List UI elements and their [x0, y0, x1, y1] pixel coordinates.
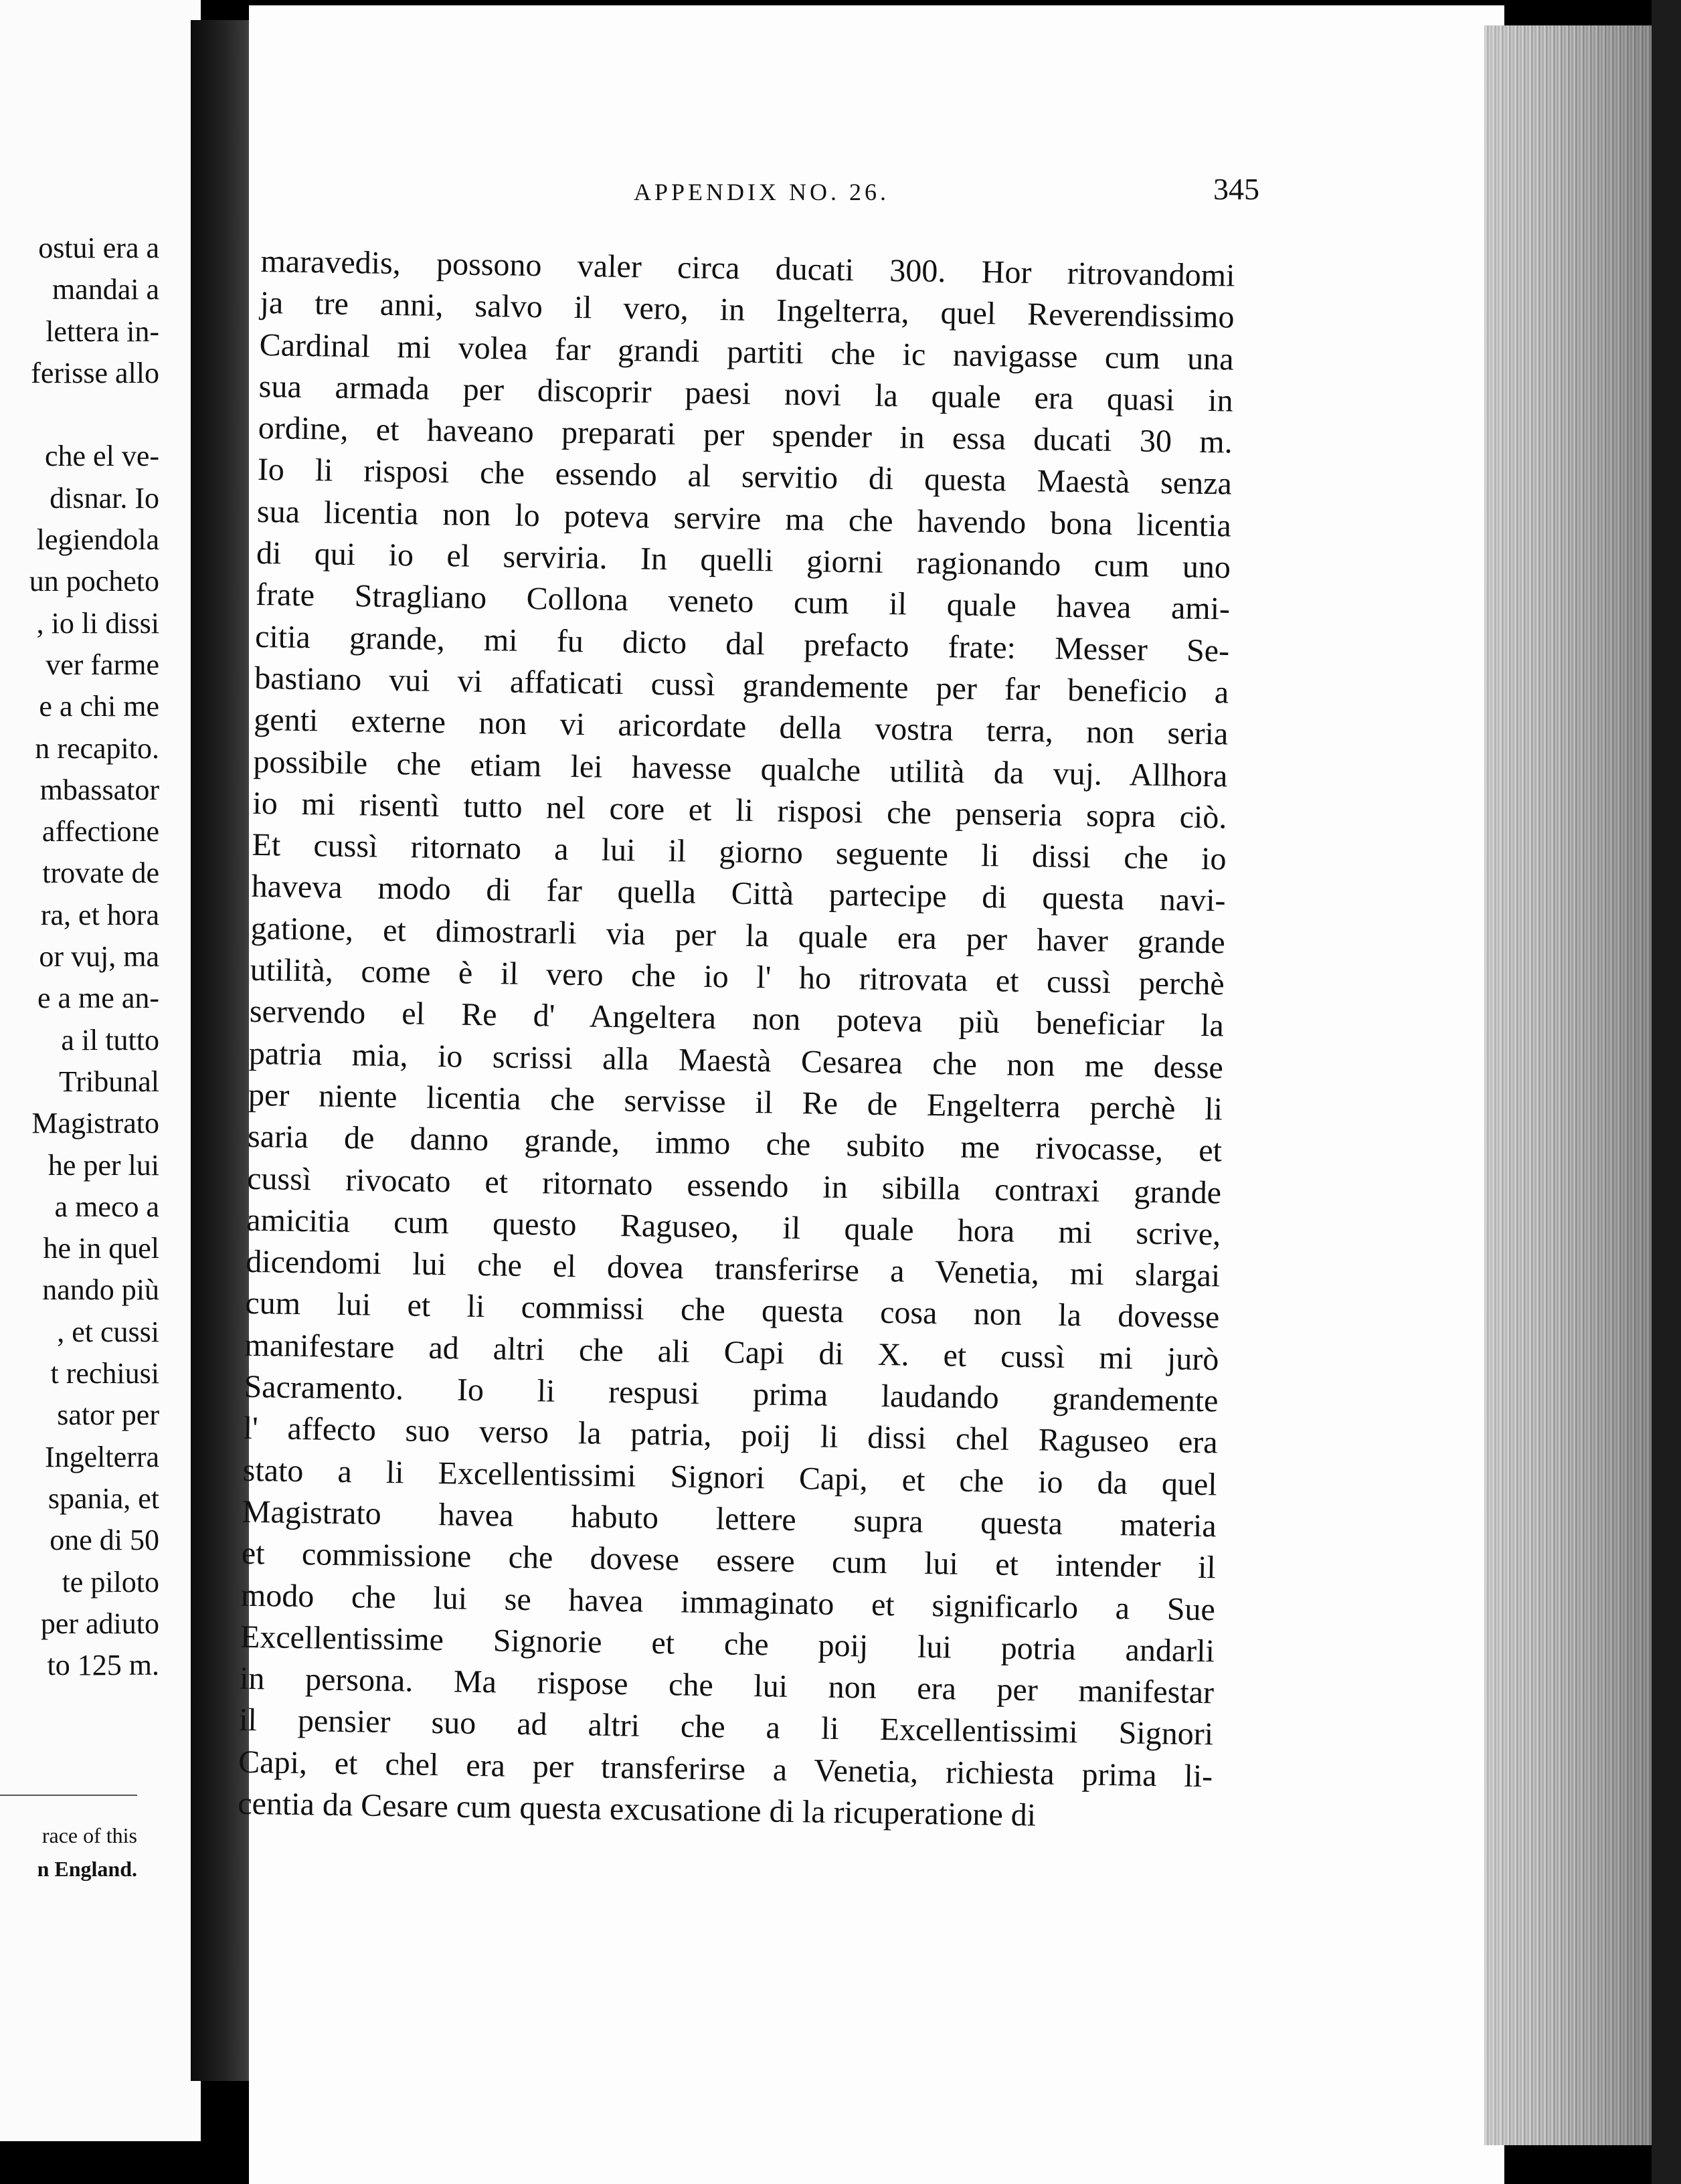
- left-page-line: Magistrato: [31, 1107, 159, 1140]
- text-line: ja tre anni, salvo il vero, in Ingelterra, quel Reverendissimo: [260, 285, 1235, 335]
- text-line: citia grande, mi fu dicto dal prefacto frate: Messer Se-: [254, 618, 1230, 669]
- left-page-footnotes: [0, 1819, 137, 1886]
- text-line: Magistrato havea habuto lettere supra questa materia: [242, 1493, 1217, 1544]
- left-page-line: ferisse allo: [31, 356, 159, 389]
- left-page-line: ostui era a: [38, 232, 159, 264]
- text-line: per niente licentia che servisse il Re de Engelterra perchè li: [248, 1077, 1223, 1127]
- text-line: Io li risposi che essendo al servitio di questa Maestà senza: [257, 452, 1233, 503]
- text-line: l' affecto suo verso la patria, poij li dissi chel Raguseo era: [243, 1410, 1218, 1461]
- left-page-line: legiendola: [36, 523, 159, 557]
- left-page-line: he in quel: [43, 1232, 159, 1265]
- left-page-line: mandai a: [52, 273, 159, 306]
- left-page-line: lettera in-: [46, 314, 159, 348]
- left-page-line: sator per: [57, 1398, 159, 1432]
- left-page-line: one di 50: [50, 1524, 159, 1557]
- left-page-line: he per lui: [48, 1148, 159, 1182]
- body-text: [238, 241, 1235, 1839]
- text-line: modo che lui se havea immaginato et significarlo a Sue: [240, 1577, 1216, 1627]
- left-page-line: spania, et: [48, 1481, 159, 1515]
- page-number: 345: [1213, 172, 1259, 206]
- left-page-line: Tribunal: [59, 1065, 159, 1098]
- text-line: il pensier suo ad altri che a li Excellentissimi Signori: [238, 1702, 1214, 1752]
- text-line: amicitia cum questo Raguseo, il quale hora mi scrive,: [246, 1202, 1221, 1253]
- text-line: sua licentia non lo poteva servire ma che havendo bona licentia: [256, 493, 1232, 544]
- left-page-line: disnar. Io: [50, 481, 159, 515]
- text-line: ordine, et haveano preparati per spender in essa ducati 30 m.: [258, 410, 1233, 460]
- text-line: di qui io el serviria. In quelli giorni ragionando cum uno: [256, 535, 1231, 585]
- left-page-line: mbassator: [39, 773, 159, 806]
- left-page-line: un pocheto: [29, 565, 159, 598]
- text-line: manifestare ad altri che ali Capi di X. et cussì mi jurò: [244, 1327, 1219, 1378]
- left-page-line: [0, 394, 159, 436]
- left-page-line: che el ve-: [45, 440, 159, 473]
- text-line: centia da Cesare cum questa excusatione di la ricuperatione di: [237, 1785, 1037, 1833]
- text-line: genti externe non vi aricordate della vostra terra, non seria: [253, 702, 1229, 752]
- text-line: utilità, come è il vero che io l' ho ritrovata et cussì perchè: [250, 951, 1225, 1002]
- text-line: io mi risentì tutto nel core et li risposi che penseria sopra ciò.: [252, 785, 1227, 836]
- left-page-line: t rechiusi: [50, 1357, 159, 1390]
- left-page-line: Ingelterra: [45, 1440, 159, 1473]
- text-line: Capi, et chel era per transferirse a Venetia, richiesta prima li-: [238, 1744, 1213, 1795]
- left-page-line: te piloto: [62, 1565, 159, 1599]
- text-line: bastiano vui vi affaticati cussì grandemente per far beneficio a: [254, 660, 1229, 711]
- left-page-text: [0, 227, 159, 1686]
- text-line: frate Stragliano Collona veneto cum il quale havea ami-: [255, 577, 1231, 627]
- left-page-line: ra, et hora: [40, 898, 159, 931]
- left-page-line: per adiuto: [40, 1607, 159, 1640]
- text-line: cussì rivocato et ritornato essendo in sibilla contraxi grande: [246, 1160, 1222, 1210]
- text-line: saria de danno grande, immo che subito me rivocasse, et: [247, 1119, 1223, 1169]
- left-page-line: a il tutto: [61, 1023, 159, 1057]
- left-page-line: nando più: [42, 1273, 159, 1307]
- text-line: stato a li Excellentissimi Signori Capi, et che io da quel: [242, 1452, 1217, 1503]
- left-page-line: affectione: [41, 815, 159, 848]
- left-page-line: , et cussi: [57, 1315, 159, 1348]
- left-page-line: , io li dissi: [36, 606, 159, 640]
- footnote-line: race of this: [41, 1823, 137, 1847]
- page-stack-shading: [1484, 25, 1652, 2145]
- main-page: [237, 5, 1504, 2184]
- text-line: possibile che etiam lei havesse qualche utilità da vuj. Allhora: [253, 743, 1228, 794]
- text-line: gatione, et dimostrarli via per la quale era per haver grande: [250, 910, 1225, 961]
- footnote-line: n England.: [37, 1857, 137, 1881]
- footnote-rule: [0, 1795, 137, 1796]
- left-facing-page: [0, 0, 201, 2141]
- left-page-line: a meco a: [54, 1190, 159, 1223]
- left-page-line: e a me an-: [37, 982, 159, 1015]
- text-line: maravedis, possono valer circa ducati 300. Hor ritrovandomi: [260, 243, 1235, 294]
- left-page-line: e a chi me: [39, 690, 159, 723]
- left-page-line: or vuj, ma: [39, 940, 159, 974]
- running-head: APPENDIX NO. 26.: [634, 179, 890, 205]
- text-line: Et cussì ritornato a lui il giorno seguente li dissi che io: [252, 827, 1227, 877]
- left-page-line: n recapito.: [35, 731, 159, 765]
- text-line: patria mia, io scrissi alla Maestà Cesarea che non me desse: [248, 1035, 1224, 1086]
- book-cover-edge: [1652, 0, 1681, 2184]
- text-line: servendo el Re d' Angeltera non poteva più beneficiar la: [249, 994, 1225, 1044]
- text-line: in persona. Ma rispose che lui non era per manifestar: [239, 1660, 1215, 1711]
- text-line: sua armada per discoprir paesi novi la quale era quasi in: [258, 368, 1234, 419]
- text-line: Sacramento. Io li respusi prima laudando grandemente: [244, 1368, 1219, 1419]
- text-line: cum lui et li commissi che questa cosa non la dovesse: [245, 1285, 1220, 1336]
- left-page-line: ver farme: [46, 648, 159, 681]
- left-page-line: to 125 m.: [47, 1649, 159, 1682]
- text-line: et commissione che dovese essere cum lui et intender il: [241, 1535, 1217, 1586]
- text-line: Cardinal mi volea far grandi partiti che ic navigasse cum una: [259, 327, 1234, 377]
- text-line: dicendomi lui che el dovea transferirse a Venetia, mi slargai: [245, 1243, 1221, 1294]
- left-page-line: trovate de: [42, 856, 159, 890]
- text-line: Excellentissime Signorie et che poij lui potria andarli: [240, 1619, 1215, 1669]
- text-line: haveva modo di far quella Città partecipe di questa navi-: [251, 869, 1226, 919]
